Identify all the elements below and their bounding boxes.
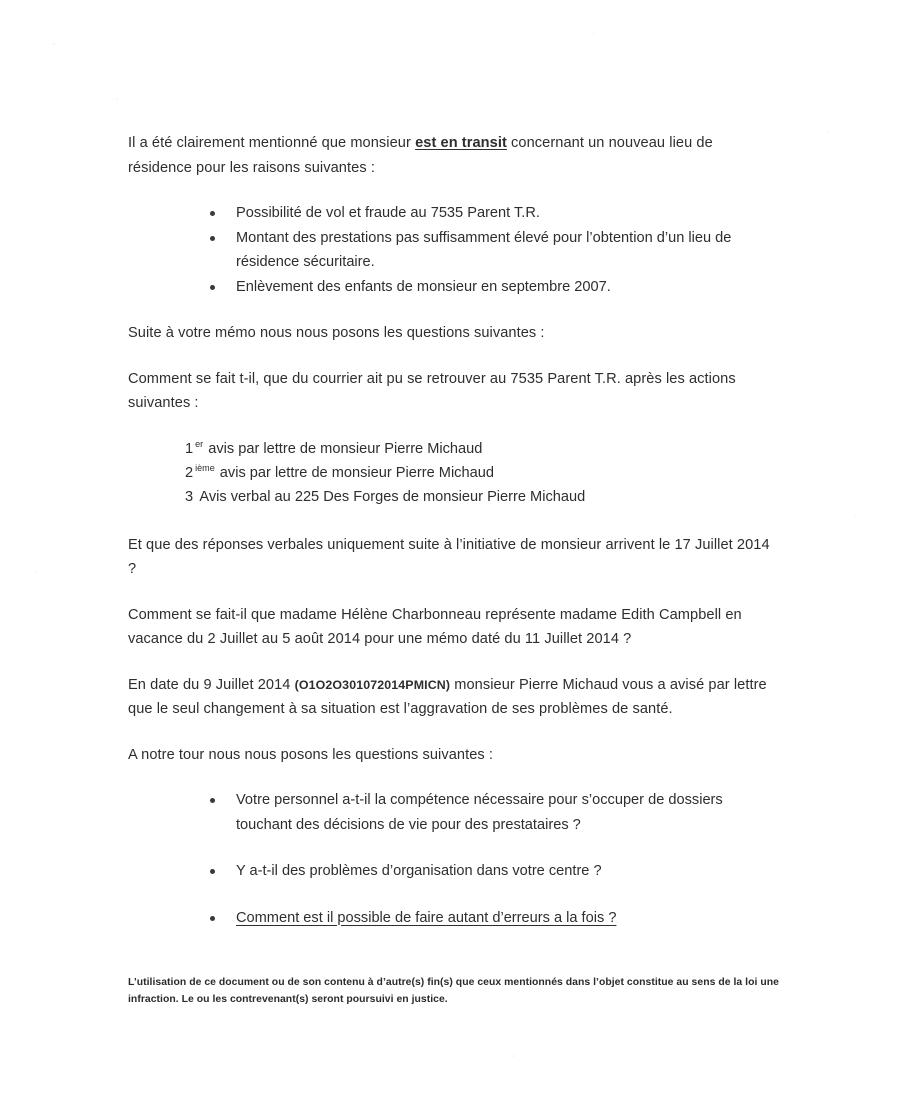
avis-text: Avis verbal au 225 Des Forges de monsieur Pierre Michaud [196, 488, 586, 505]
document-body [128, 131, 772, 930]
avis-ordinal: er [195, 438, 204, 449]
question-text: Y a-t-il des problèmes d’organisation dans votre centre ? [236, 863, 602, 879]
representation-paragraph: Comment se fait-il que madame Hélène Charbonneau représente madame Edith Campbell en vacance du 2 Juillet au 5 août 2014 pour une mémo daté du 11 Juillet 2014 ? [128, 606, 742, 647]
avis-item-2 [185, 461, 772, 485]
intro-text-after: concernant un nouveau lieu de résidence pour les raisons suivantes : [128, 135, 713, 176]
avis-number: 1 [185, 440, 194, 457]
notice-paragraph [128, 673, 772, 722]
list-item [128, 906, 772, 931]
reference-code: (O1O2O301072014PMICN) [294, 677, 451, 692]
avis-ordinal: ième [195, 462, 215, 473]
avis-text: avis par lettre de monsieur Pierre Michaud [204, 440, 483, 457]
our-questions-intro: A notre tour nous nous posons les questions suivantes : [128, 746, 494, 763]
footer-legal-notice: L’utilisation de ce document ou de son contenu à d’autre(s) fin(s) que ceux mentionnés dans l’objet constitue au sens de la loi une infraction. Le ou les contrevenant(s) seront poursuivi en justice. [128, 977, 779, 1005]
avis-number: 2 [185, 464, 194, 481]
avis-numbered-list [128, 437, 772, 509]
mail-question-paragraph: Comment se fait t-il, que du courrier ait pu se retrouver au 7535 Parent T.R. après les actions suivantes : [128, 370, 736, 411]
list-item: Possibilité de vol et fraude au 7535 Parent T.R. [128, 201, 772, 226]
question-text-underlined: Comment est il possible de faire autant d’erreurs a la fois ? [236, 909, 617, 926]
avis-text: avis par lettre de monsieur Pierre Michaud [215, 464, 494, 481]
list-item: Enlèvement des enfants de monsieur en septembre 2007. [128, 275, 772, 300]
intro-paragraph [128, 131, 772, 180]
notice-text-after: monsieur Pierre Michaud vous a avisé par lettre que le seul changement à sa situation est l’aggravation de ses problèmes de santé. [128, 676, 767, 717]
notice-text-before: En date du 9 Juillet 2014 [128, 676, 295, 693]
our-questions-list [128, 788, 772, 930]
avis-number: 3 [185, 488, 194, 505]
avis-item-1 [185, 437, 772, 461]
intro-emphasis-transit: est en transit [415, 135, 507, 151]
memo-intro-paragraph: Suite à votre mémo nous nous posons les questions suivantes : [128, 325, 545, 341]
verbal-response-paragraph: Et que des réponses verbales uniquement suite à l’initiative de monsieur arrivent le 17 Juillet 2014 ? [128, 536, 770, 577]
list-item [128, 788, 772, 837]
list-item: Montant des prestations pas suffisamment élevé pour l’obtention d’un lieu de résidence sécuritaire. [128, 226, 772, 275]
list-item [128, 859, 772, 884]
avis-item-3 [185, 485, 772, 509]
intro-text-before: Il a été clairement mentionné que monsieur [128, 135, 416, 151]
reasons-list [128, 201, 772, 299]
question-text: Votre personnel a-t-il la compétence nécessaire pour s’occuper de dossiers touchant des décisions de vie pour des prestataires ? [236, 792, 723, 833]
